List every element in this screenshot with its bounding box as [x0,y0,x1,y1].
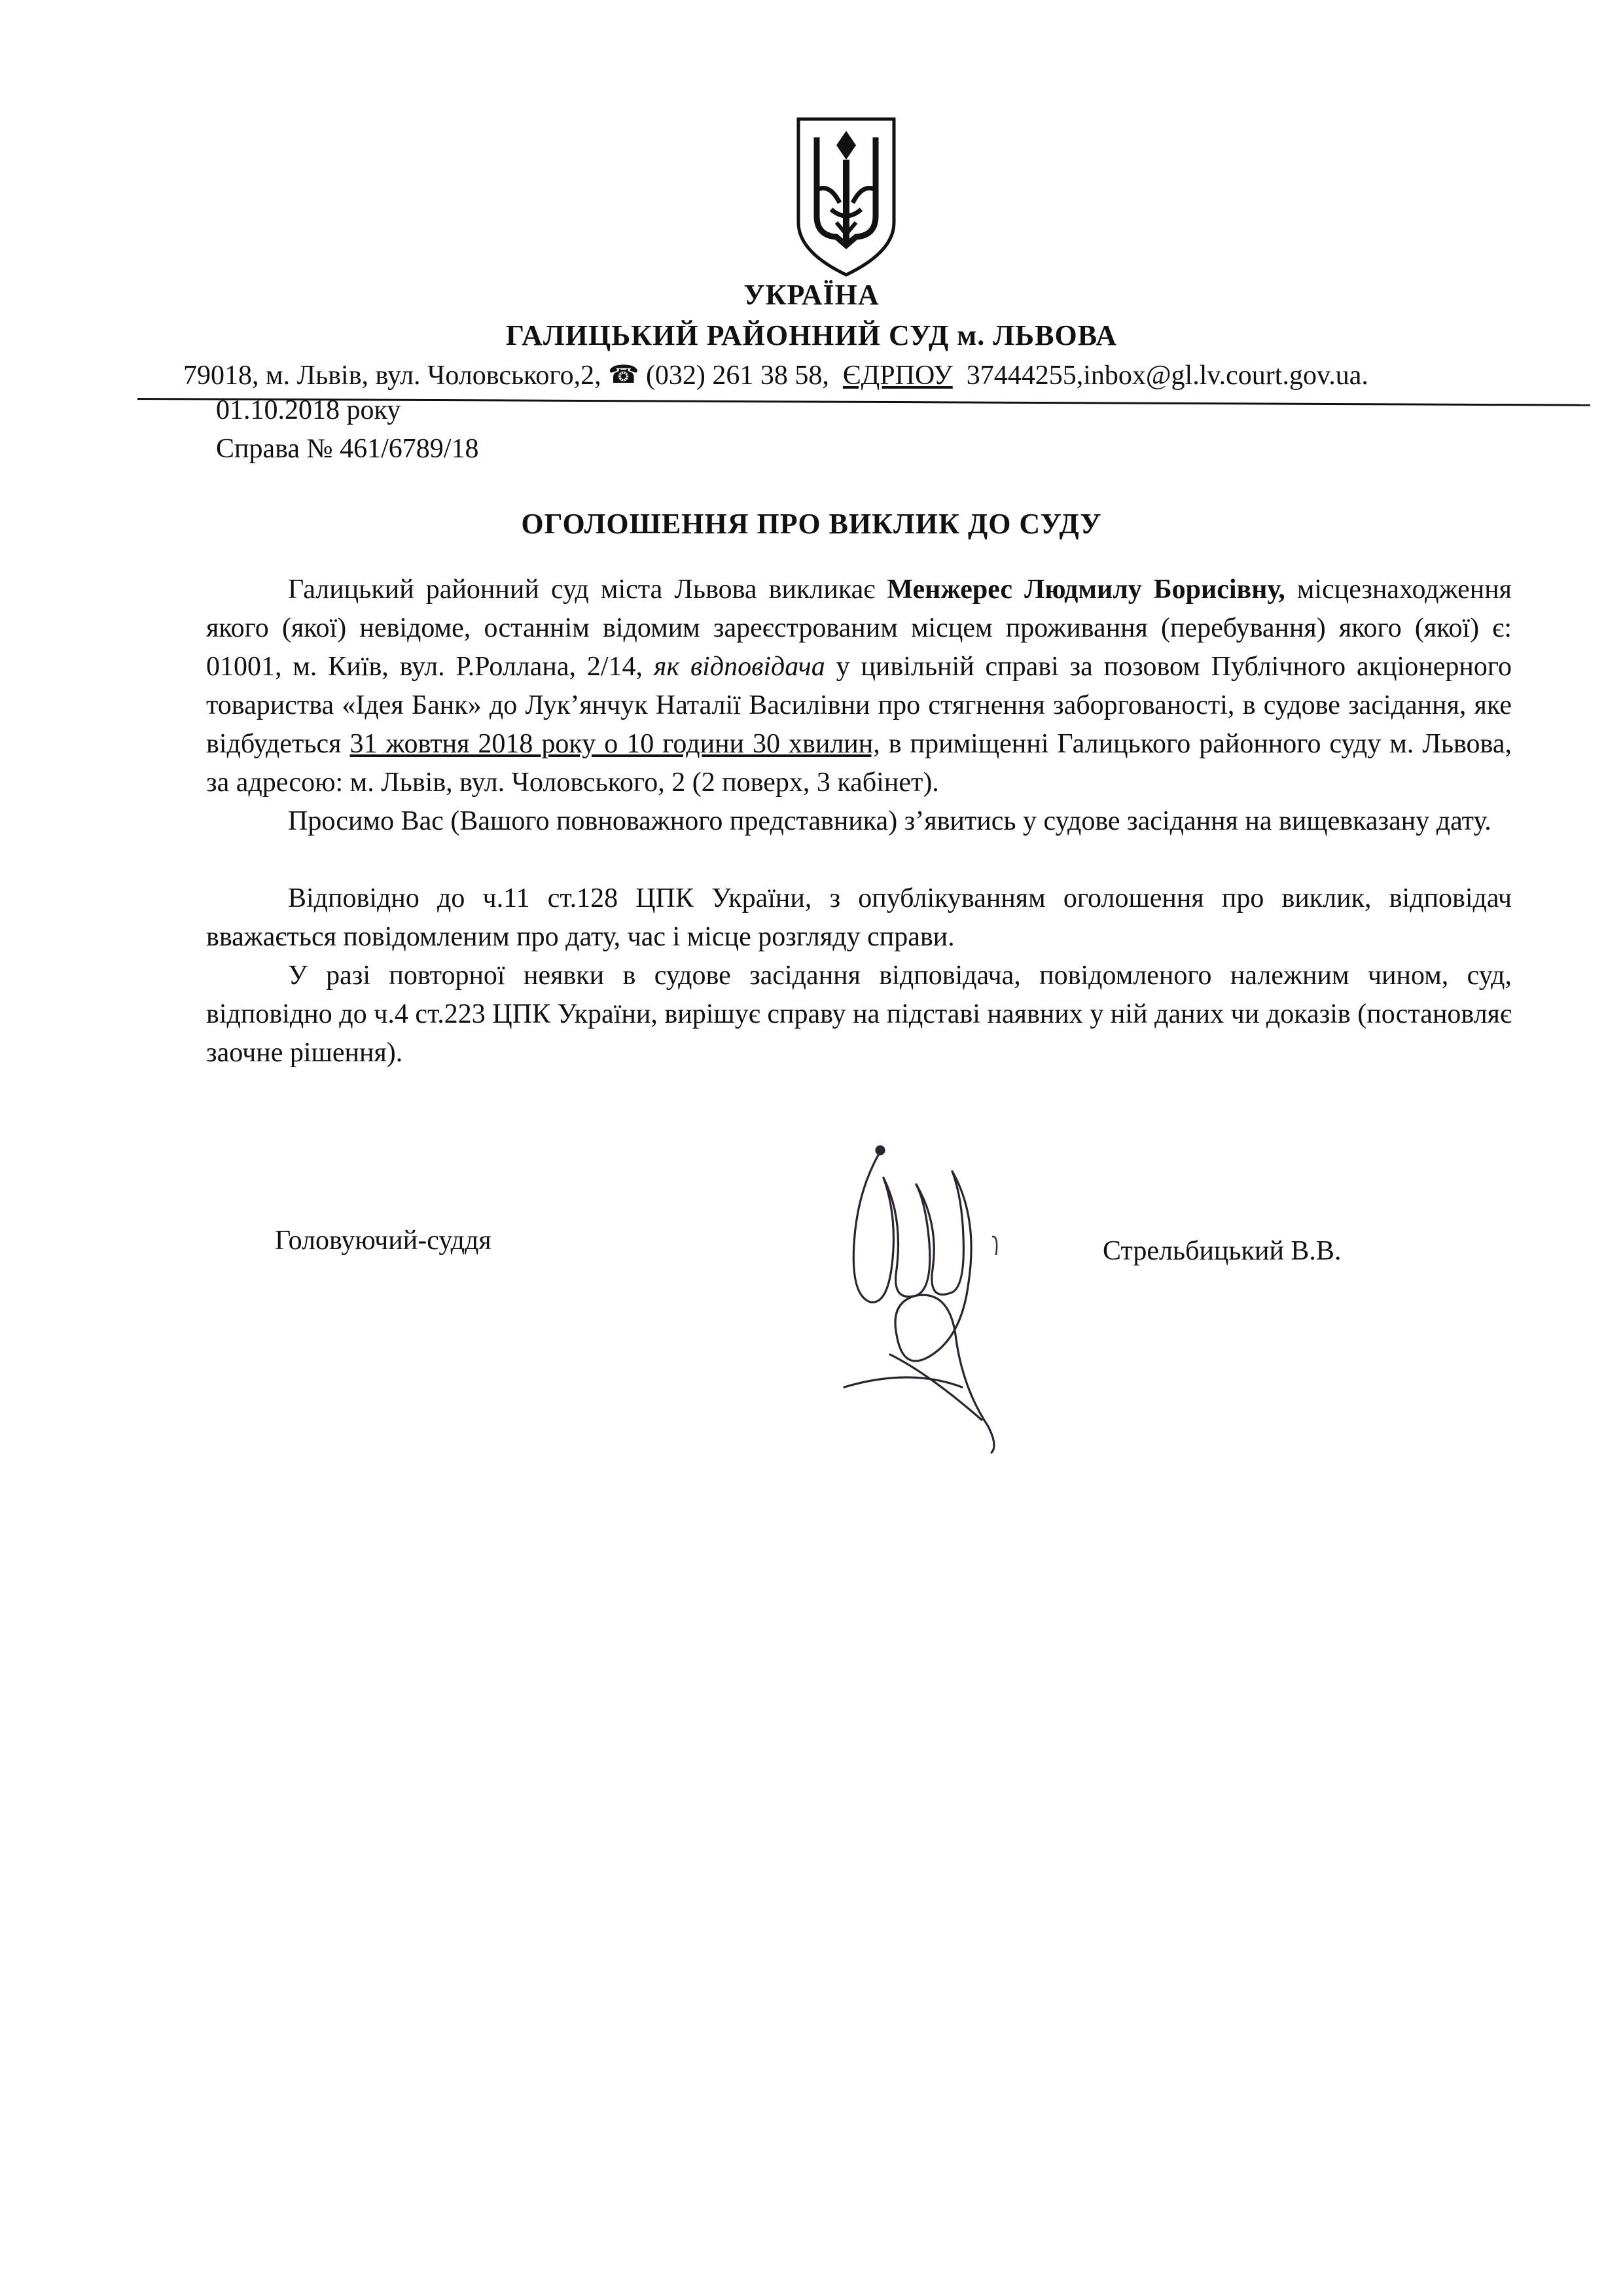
judge-name: Стрельбицький В.В. [1103,1236,1342,1266]
header-court-name: ГАЛИЦЬКИЙ РАЙОННИЙ СУД м. ЛЬВОВА [505,319,1118,351]
edrpou-code-email: 37444255,inbox@gl.lv.court.gov.ua. [966,361,1368,391]
paragraph-notice: Відповідно до ч.11 ст.128 ЦПК України, з опублікуванням оголошення про виклик, відповідач вважається повідомленим про дату, час і місце розгляду справи. [206,883,1512,952]
trident-coat-of-arms-icon [791,111,902,281]
paragraph-summons: Галицький районний суд міста Львова викликає Менжерес Людмилу Борисівну, місцезнаходження якого (якої) невідоме, останнім відомим зареєстрованим місцем проживання (перебування) якого (якої) є: 01001, м. Київ, вул. Р.Роллана, 2/14, як відповідача у цивільній справі за позовом Публічного акціонерного товариства «Ідея Банк» до Лук’янчук Наталії Василівни про стягнення заборгованості, в судове засідання, яке відбудеться 31 жовтня 2018 року о 10 години 30 хвилин, в приміщенні Галицького районного суду м. Львова, за адресою: м. Львів, вул. Чоловського, 2 (2 поверх, 3 кабінет). [206,574,1512,798]
document-body [206,571,1512,1072]
presiding-judge-label: Головуючий-суддя [275,1226,491,1256]
defendant-name: Менжерес Людмилу Борисівну, [887,574,1285,605]
case-number: Справа № 461/6789/18 [216,434,479,464]
edrpou-label: ЄДРПОУ [842,361,953,391]
handwritten-signature [818,1139,1027,1492]
court-address: 79018, м. Львів, вул. Чоловського,2, [183,361,601,391]
document-title: ОГОЛОШЕННЯ ПРО ВИКЛИК ДО СУДУ [521,508,1102,540]
telephone-icon: ☎ [608,361,639,389]
defendant-role: як відповідача [653,652,825,682]
court-phone: (032) 261 38 58 [645,361,823,391]
paragraph-absence: У разі повторної неявки в судове засідання відповідача, повідомленого належним чином, суд, відповідно до ч.4 ст.223 ЦПК України, вирішує справу на підставі наявних у ній даних чи доказів (постановляє заочне рішення). [206,961,1512,1068]
document-date: 01.10.2018 року [216,395,401,425]
signature-tick-mark [990,1233,1003,1259]
hearing-datetime: 31 жовтня 2018 року о 10 години 30 хвилин, [349,729,880,759]
header-address-line: 79018, м. Львів, вул. Чоловського,2, ☎ (032) 261 38 58, ЄДРПОУ 37444255,inbox@gl.lv.court.gov.ua. [183,361,1368,391]
header-country: УКРАЇНА [743,279,880,311]
paragraph-request: Просимо Вас (Вашого повноважного представника) з’явитись у судове засідання на вищевказану дату. [288,806,1491,836]
